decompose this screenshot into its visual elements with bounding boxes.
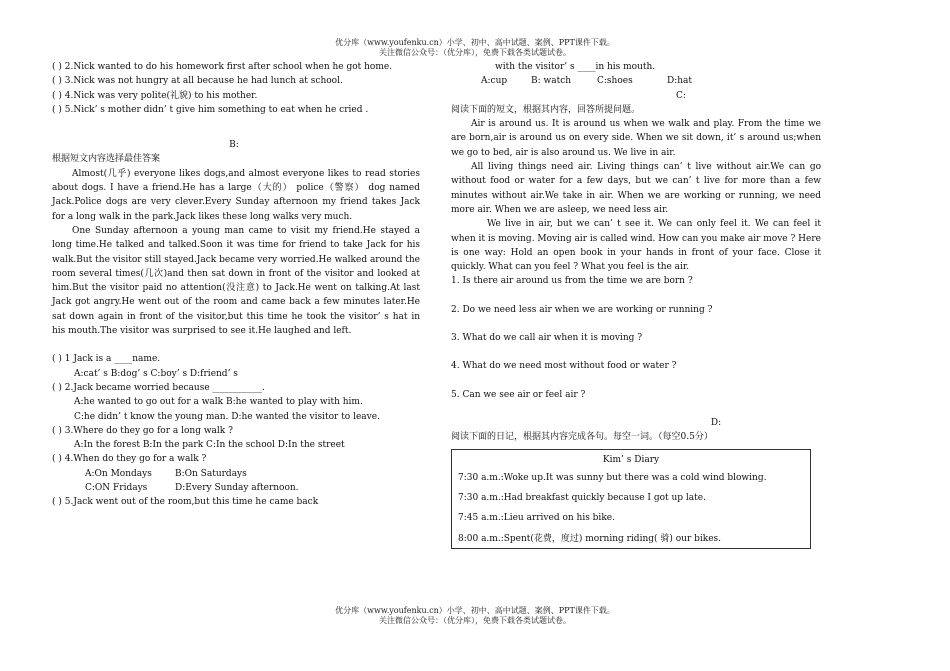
open-question: 2. Do we need less air when we are working or running ? [451,304,713,315]
open-question: 4. What do we need most without food or water ? [451,361,677,372]
open-question: 3. What do we call air when it is moving ? [451,333,643,344]
diary-entry: 7:30 a.m.:Woke up.It was sunny but there was a cold wind blowing. [458,472,767,483]
tf-item: ( ) 5.Nick’ s mother didn’ t give him something to eat when he cried . [52,104,369,115]
passage-paragraph: We live in air, but we can’ t see it. We can only feel it. We can feel it when it is moving. Moving air is called wind. How can you make air move ? Here is one way: Hold an open book in your hands in front of your face. Close it quickly. What can you feel ? What you feel is the air. [451,219,821,273]
option: B: watch [531,76,572,87]
right-column [451,60,821,549]
diary-title: Kim’ s Diary [602,454,660,465]
footer-line-1: 优分库（www.youfenku.cn）小学、初中、高中试题、案例、PPT课件下载。 [335,606,615,615]
section-b-label: B: [229,140,239,151]
diary-entry: 7:30 a.m.:Had breakfast quickly because I got up late. [458,493,706,504]
option: A:On Mondays [85,468,152,479]
question-5-continued: with the visitor’ s ____in his mouth. [495,62,656,72]
footer-line-2: 关注微信公众号：（优分库），免费下载各类试题试卷。 [379,616,571,625]
passage-paragraph: Almost(几乎) everyone likes dogs,and almost everyone likes to read stories about dogs. I have a friend.He has a large（大的） police（警察） dog named Jack.Police dogs are very clever.Every Sunday afternoon my friend takes Jack for a long walk in the park.Jack likes these long walks very much. [52,168,420,222]
question-4-options [52,467,420,481]
passage-paragraph: One Sunday afternoon a young man came to visit my friend.He stayed a long time.He talked and talked.Soon it was time for friend to take Jack for his walk.But the visitor still stayed.Jack became very worried.He walked around the room several times(几次)and then sat down in front of the visitor and looked at him.But the visitor paid no attention(没注意) to Jack.He went on talking.At last Jack got angry.He went out of the room and came back a few minutes later.He sat down again in front of the visitor,but this time he took the visitor’ s hat in his mouth.The visitor was surprised to see it.He laughed and left. [52,225,420,337]
section-d-label: D: [710,417,722,428]
header-line-1: 优分库（www.youfenku.cn）小学、初中、高中试题、案例、PPT课件下载。 [335,38,615,47]
passage-paragraph: All living things need air. Living things can’ t live without air.We can go without food or water for a few days, but we can’ t live for more than a few minutes without air.We take in air. When we are working or running, we need more air. When we are asleep, we need less air. [451,162,821,215]
passage-paragraph: Air is around us. It is around us when we walk and play. From the time we are born,air is around us on every side. When we sit down, it’ s around us;when we go to bed, air is also around us. We live in air. [451,119,821,158]
question-4: ( ) 4.When do they go for a walk ? [52,454,207,465]
section-c-label: C: [676,90,686,101]
option: C:ON Fridays [85,483,148,494]
option: D:Every Sunday afternoon. [175,483,299,494]
question-5: ( ) 5.Jack went out of the room,but this time he came back [52,497,319,508]
section-d-instruction: 阅读下面的日记，根据其内容完成各句。每空一词。（每空0.5分） [451,432,713,443]
option: B:On Saturdays [175,468,247,479]
left-column [52,60,420,510]
section-c-instruction: 阅读下面的短文，根据其内容，回答所提问题。 [451,104,641,115]
diary-entry: 8:00 a.m.:Spent(花费，度过) morning riding( 骑) our bikes. [458,533,722,544]
question-2-options-b: C:he didn’ t know the young man. D:he wanted the visitor to leave. [74,411,380,422]
tf-item: ( ) 2.Nick wanted to do his homework first after school when he got home. [52,62,393,72]
open-question: 5. Can we see air or feel air ? [451,389,586,400]
page-footer [0,606,950,626]
option: C:shoes [597,76,633,87]
question-4-options-2 [52,481,420,495]
header-line-2: 关注微信公众号：（优分库），免费下载各类试题试卷。 [379,48,571,57]
tf-item: ( ) 3.Nick was not hungry at all because he had lunch at school. [52,76,343,87]
open-question: 1. Is there air around us from the time we are born ? [451,276,693,287]
section-b-instruction: 根据短文内容选择最佳答案 [52,154,161,165]
question-3: ( ) 3.Where do they go for a long walk ? [52,425,233,436]
question-2-options-a: A:he wanted to go out for a walk B:he wanted to play with him. [74,397,363,408]
option: A:cup [481,76,508,87]
question-1-options: A:cat’ s B:dog’ s C:boy’ s D:friend’ s [74,368,238,379]
diary-entry: 7:45 a.m.:Lieu arrived on his bike. [458,513,615,524]
question-2: ( ) 2.Jack became worried because ___________. [52,382,265,393]
tf-item: ( ) 4.Nick was very polite(礼貌) to his mother. [52,90,258,101]
question-5-options [451,74,821,88]
question-1: ( ) 1 Jack is a ____name. [52,354,161,365]
page-header [0,38,950,58]
diary-box [451,449,811,549]
question-3-options: A:In the forest B:In the park C:In the school D:In the street [74,440,345,451]
option: D:hat [667,76,693,87]
